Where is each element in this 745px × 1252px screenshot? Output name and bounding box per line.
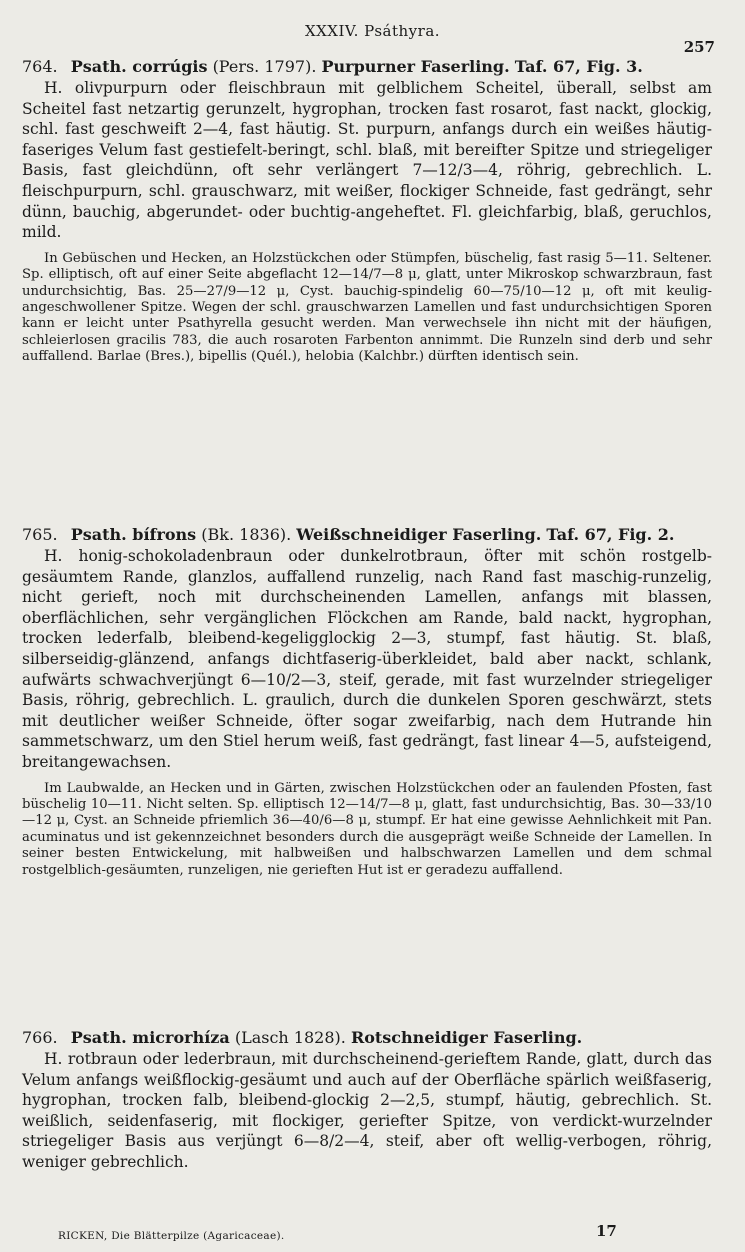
author-citation: (Lasch 1828). bbox=[234, 1028, 346, 1047]
latin-name: Psath. microrhíza bbox=[70, 1028, 230, 1047]
common-name: Rotschneidiger Faserling. bbox=[350, 1028, 583, 1047]
entry-number: 765. bbox=[22, 525, 58, 544]
species-entry-765 bbox=[22, 524, 712, 879]
species-entry-764 bbox=[22, 56, 712, 366]
entry-description: H. rotbraun oder lederbraun, mit durchscheinend-gerieftem Rande, glatt, durch das Velum anfangs weißflockig-gesäumt und auch auf der Oberfläche spärlich weißfaserig, hygrophan, trocken falb, bleibend-glockig 2—2,5, stumpf, häutig, gebrechlich. St. weißlich, seidenfaserig, mit flockiger, geriefter Spitze, von verdickt-wurzelnder striegeliger Basis aus verjüngt 6—8/2—4, steif, aber oft wellig-verbogen, röhrig, weniger gebrechlich. bbox=[22, 1050, 712, 1171]
entry-description: H. honig-schokoladenbraun oder dunkelrotbraun, öfter mit schön rostgelb-gesäumtem Rande, glanzlos, auffallend runzelig, nach Rand fast maschig-runzelig, nicht gerieft, noch mit durchscheinenden Lamellen, anfangs mit blassen, oberflächlichen, sehr vergänglichen Flöckchen am Rande, bald nackt, hygrophan, trocken lederfalb, bleibend-kegeligglockig 2—3, stumpf, fast häutig. St. blaß, silberseidig-glänzend, anfangs dichtfaserig-überkleidet, bald aber nackt, schlank, aufwärts schwachverjüngt 6—10/2—3, steif, gerade, mit fast wurzelnder striegeliger Basis, röhrig, gebrechlich. L. graulich, durch die dunkelen Sporen geschwärzt, stets mit deutlicher weißer Schneide, öfter sogar zweifarbig, nach dem Hutrande hin sammetschwarz, um den Stiel herum weiß, fast gedrängt, fast linear 4—5, aufsteigend, breitangewachsen. bbox=[22, 547, 712, 771]
running-header: XXXIV. Psáthyra. bbox=[304, 22, 441, 40]
page-number: 257 bbox=[683, 38, 715, 56]
entry-heading bbox=[22, 56, 712, 78]
entry-number: 764. bbox=[22, 57, 58, 76]
signature-mark: 17 bbox=[596, 1222, 617, 1240]
latin-name: Psath. bífrons bbox=[70, 525, 197, 544]
entry-number: 766. bbox=[22, 1028, 58, 1047]
entry-heading bbox=[22, 1027, 712, 1049]
author-citation: (Bk. 1836). bbox=[201, 525, 292, 544]
footer-imprint: RICKEN, Die Blätterpilze (Agaricaceae). bbox=[58, 1230, 285, 1242]
entry-heading bbox=[22, 524, 712, 546]
entry-note: In Gebüschen und Hecken, an Holzstückchen oder Stümpfen, büschelig, fast rasig 5—11. Seltener. Sp. elliptisch, oft auf einer Seite abgeflacht 12—14/7—8 μ, glatt, unter Mikroskop schwarzbraun, fast undurchsichtig, Bas. 25—27/9—12 μ, Cyst. bauchig-spindelig 60—75/10—12 μ, oft mit keulig-angeschwollener Spitze. Wegen der schl. grauschwarzen Lamellen und fast undurchsichtigen Sporen kann er leicht unter Psathyrella gesucht werden. Man verwechsele ihn nicht mit der häufigen, schleierlosen gracilis 783, die auch rosaroten Farbenton annimmt. Die Runzeln sind derb und sehr auffallend. Barlae (Bres.), bipellis (Quél.), helobia (Kalchbr.) dürften identisch sein. bbox=[22, 250, 712, 365]
common-name: Purpurner Faserling. bbox=[321, 57, 510, 76]
entry-description: H. olivpurpurn oder fleischbraun mit gelblichem Scheitel, überall, selbst am Scheitel fast netzartig gerunzelt, hygrophan, trocken fast rosarot, fast nackt, glockig, schl. fast geschweift 2—4, fast häutig. St. purpurn, anfangs durch ein weißes häutig-faseriges Velum fast gestiefelt-beringt, schl. blaß, mit bereifter Spitze und striegeliger Basis, fast gleichdünn, oft sehr verlängert 7—12/3—4, röhrig, gebrechlich. L. fleischpurpurn, schl. grauschwarz, mit weißer, flockiger Schneide, fast gedrängt, sehr dünn, bauchig, abgerundet- oder buchtig-angeheftet. Fl. gleichfarbig, blaß, geruchlos, mild. bbox=[22, 79, 712, 242]
latin-name: Psath. corrúgis bbox=[70, 57, 208, 76]
entry-note: Im Laubwalde, an Hecken und in Gärten, zwischen Holzstückchen oder an faulenden Pfosten, fast büschelig 10—11. Nicht selten. Sp. elliptisch 12—14/7—8 μ, glatt, fast undurchsichtig, Bas. 30—33/10—12 μ, Cyst. an Schneide pfriemlich 36—40/6—8 μ, stumpf. Er hat eine gewisse Aehnlichkeit mit Pan. acuminatus und ist gekennzeichnet besonders durch die ausgeprägt weiße Schneide der Lamellen. In seiner besten Entwickelung, mit halbweißen und halbschwarzen Lamellen und dem schmal rostgelblich-gesäumten, runzeligen, nie gerieften Hut ist er geradezu auffallend. bbox=[22, 780, 712, 878]
plate-reference: Taf. 67, Fig. 3. bbox=[514, 57, 643, 76]
common-name: Weißschneidiger Faserling. bbox=[296, 525, 542, 544]
author-citation: (Pers. 1797). bbox=[212, 57, 317, 76]
plate-reference: Taf. 67, Fig. 2. bbox=[546, 525, 675, 544]
species-entry-766 bbox=[22, 1027, 712, 1173]
